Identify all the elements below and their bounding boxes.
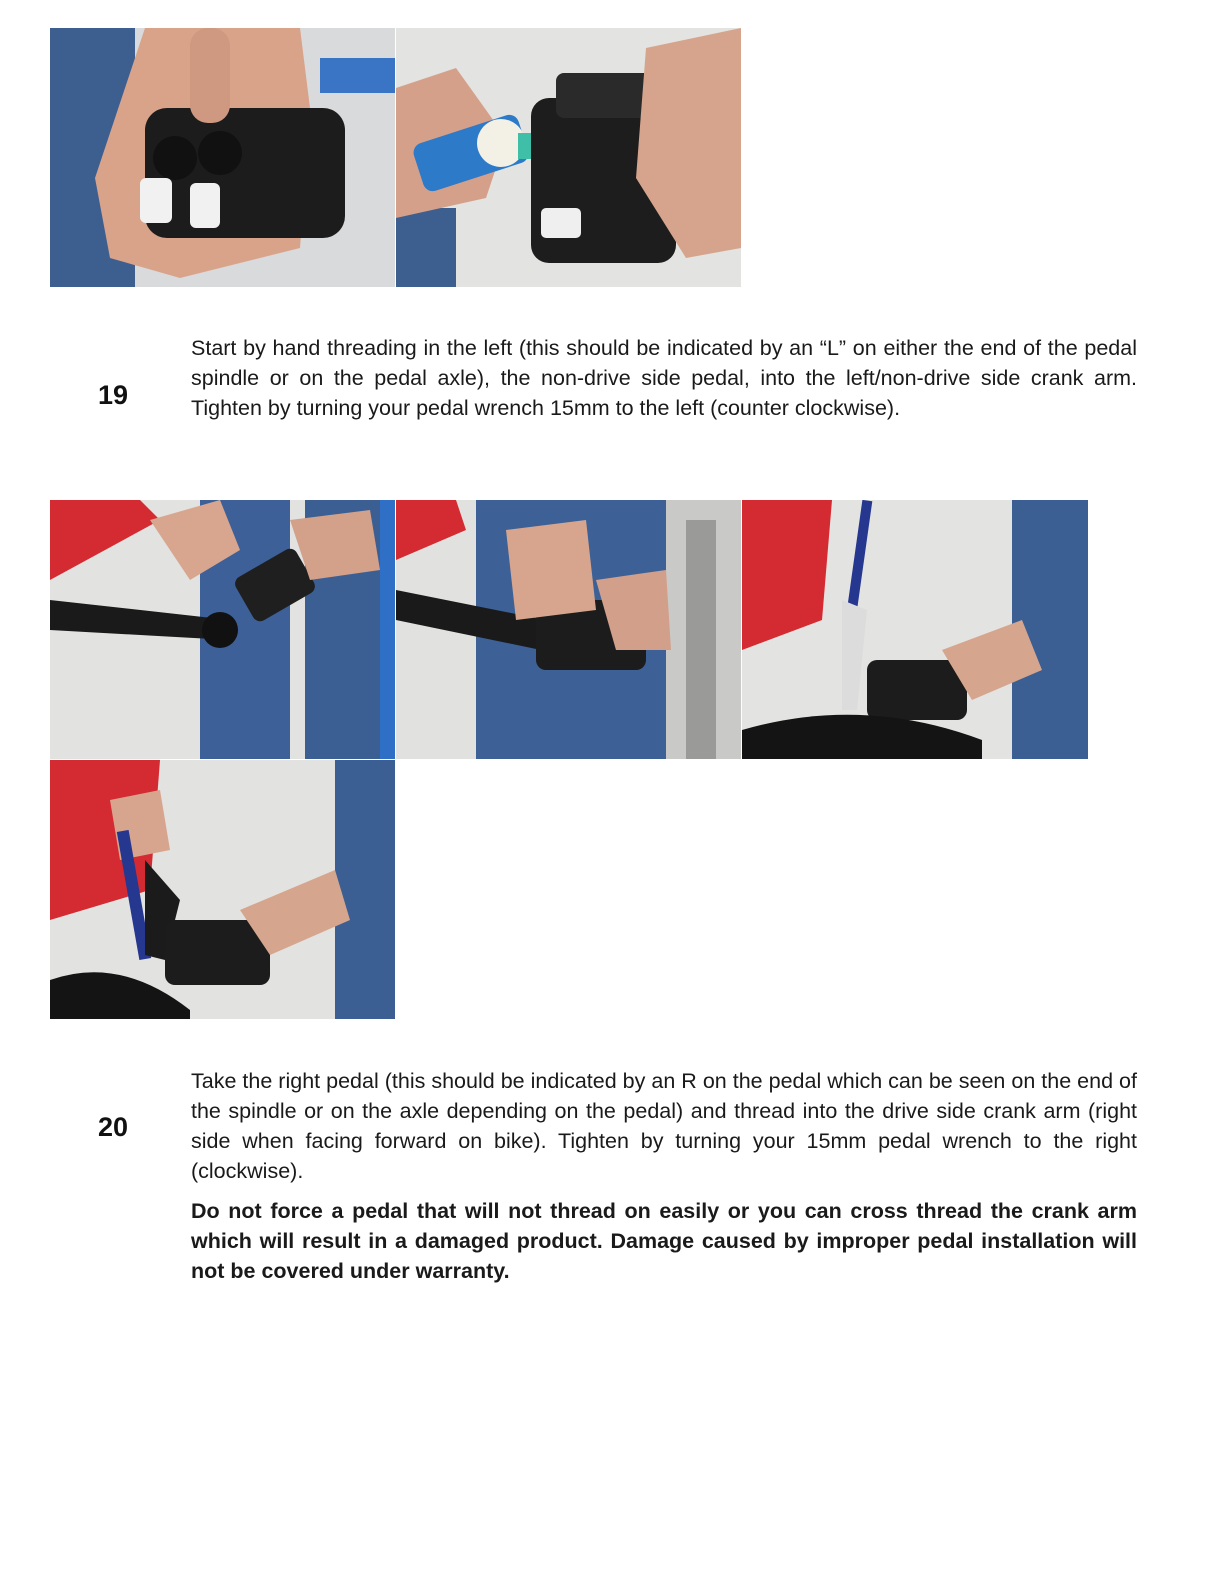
wrench-tightening-pedal-photo	[742, 500, 1088, 759]
hand-threading-left-pedal-photo	[50, 500, 395, 759]
threading-pedal-into-crank-photo	[396, 500, 741, 759]
step-instruction-text: Take the right pedal (this should be indicated by an R on the pedal which can be seen on the end of the spindle or on the axle depending on the pedal) and thread into the drive side crank arm (right side when facing forward on bike). Tighten by turning your 15mm pedal wrench to the right (clockwise).	[191, 1069, 1137, 1183]
step-instruction-text: Start by hand threading in the left (this should be indicated by an “L” on either the end of the pedal spindle or on the pedal axle), the non-drive side pedal, into the left/non-drive side crank arm. Tighten by turning your pedal wrench 15mm to the left (counter clockwise).	[191, 336, 1137, 420]
warning-text: Do not force a pedal that will not thread on easily or you can cross thread the crank arm which will result in a damaged product. Damage caused by improper pedal installation will not be covered under warranty.	[191, 1199, 1137, 1283]
greasing-pedal-threads-photo	[396, 28, 741, 287]
step-number: 20	[97, 1112, 129, 1142]
step-number: 19	[97, 380, 129, 410]
pedal-axle-closeup-photo	[50, 28, 395, 287]
wrench-tightening-pedal-closeup-photo	[50, 760, 395, 1019]
